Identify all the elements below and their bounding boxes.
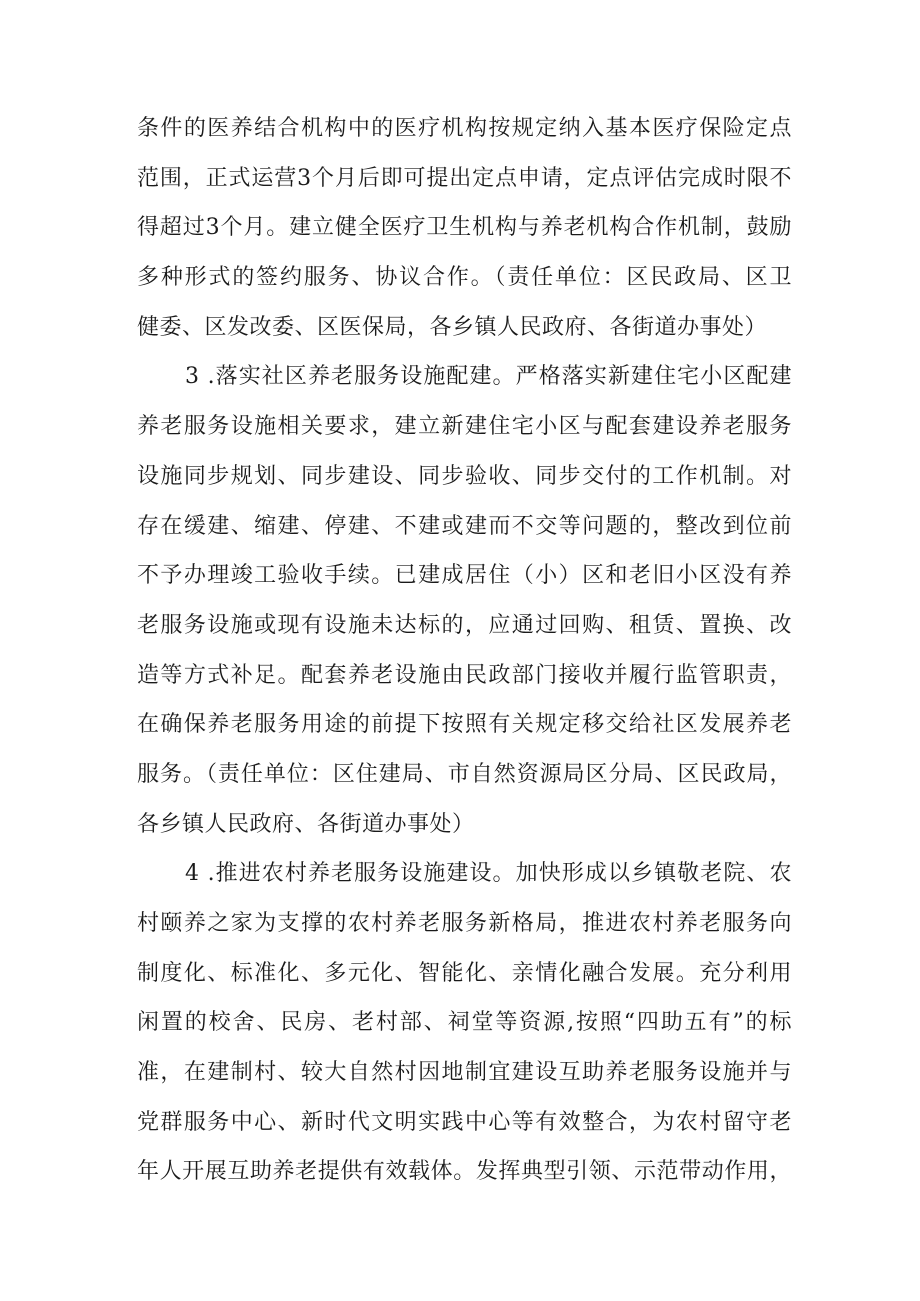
text-line: 制度化、标准化、多元化、智能化、亲情化融合发展。充分利用 [137, 960, 792, 986]
text-line: 设施同步规划、同步建设、同步验收、同步交付的工作机制。对 [137, 463, 792, 489]
text-line: 健委、区发改委、区医保局，各乡镇人民政府、各街道办事处） [137, 314, 768, 340]
text-line: 老服务设施或现有设施未达标的，应通过回购、租赁、置换、改 [137, 612, 792, 638]
text-line: 4 .推进农村养老服务设施建设。加快形成以乡镇敬老院、农 [185, 861, 792, 887]
text-line: 条件的医养结合机构中的医疗机构按规定纳入基本医疗保险定点 [137, 116, 792, 141]
text-line: 不予办理竣工验收手续。已建成居住（小）区和老旧小区没有养 [137, 563, 792, 589]
body-text [137, 104, 792, 1197]
text-line: 得超过3个月。建立健全医疗卫生机构与养老机构合作机制，鼓励 [137, 215, 792, 241]
text-line: 多种形式的签约服务、协议合作。（责任单位：区民政局、区卫 [137, 265, 792, 291]
text-line: 3 .落实社区养老服务设施配建。严格落实新建住宅小区配建 [185, 364, 792, 390]
text-line: 服务。（责任单位：区住建局、市自然资源局区分局、区民政局， [137, 761, 792, 787]
text-line: 范围，正式运营3个月后即可提出定点申请，定点评估完成时限不 [137, 165, 792, 191]
text-line: 各乡镇人民政府、各街道办事处） [137, 811, 475, 837]
text-line: 造等方式补足。配套养老设施由民政部门接收并履行监管职责， [137, 662, 792, 688]
text-line: 村颐养之家为支撑的农村养老服务新格局，推进农村养老服务向 [137, 911, 792, 936]
text-line: 存在缓建、缩建、停建、不建或建而不交等问题的，整改到位前 [137, 513, 792, 539]
text-line: 准，在建制村、较大自然村因地制宜建设互助养老服务设施并与 [137, 1060, 792, 1086]
text-line: 党群服务中心、新时代文明实践中心等有效整合，为农村留守老 [137, 1109, 792, 1135]
text-line: 在确保养老服务用途的前提下按照有关规定移交给社区发展养老 [137, 712, 792, 738]
text-line: 闲置的校舍、民房、老村部、祠堂等资源,按照“四助五有”的标 [137, 1010, 792, 1036]
text-line: 养老服务设施相关要求，建立新建住宅小区与配套建设养老服务 [137, 414, 792, 440]
text-line: 年人开展互助养老提供有效载体。发挥典型引领、示范带动作用， [137, 1159, 792, 1185]
